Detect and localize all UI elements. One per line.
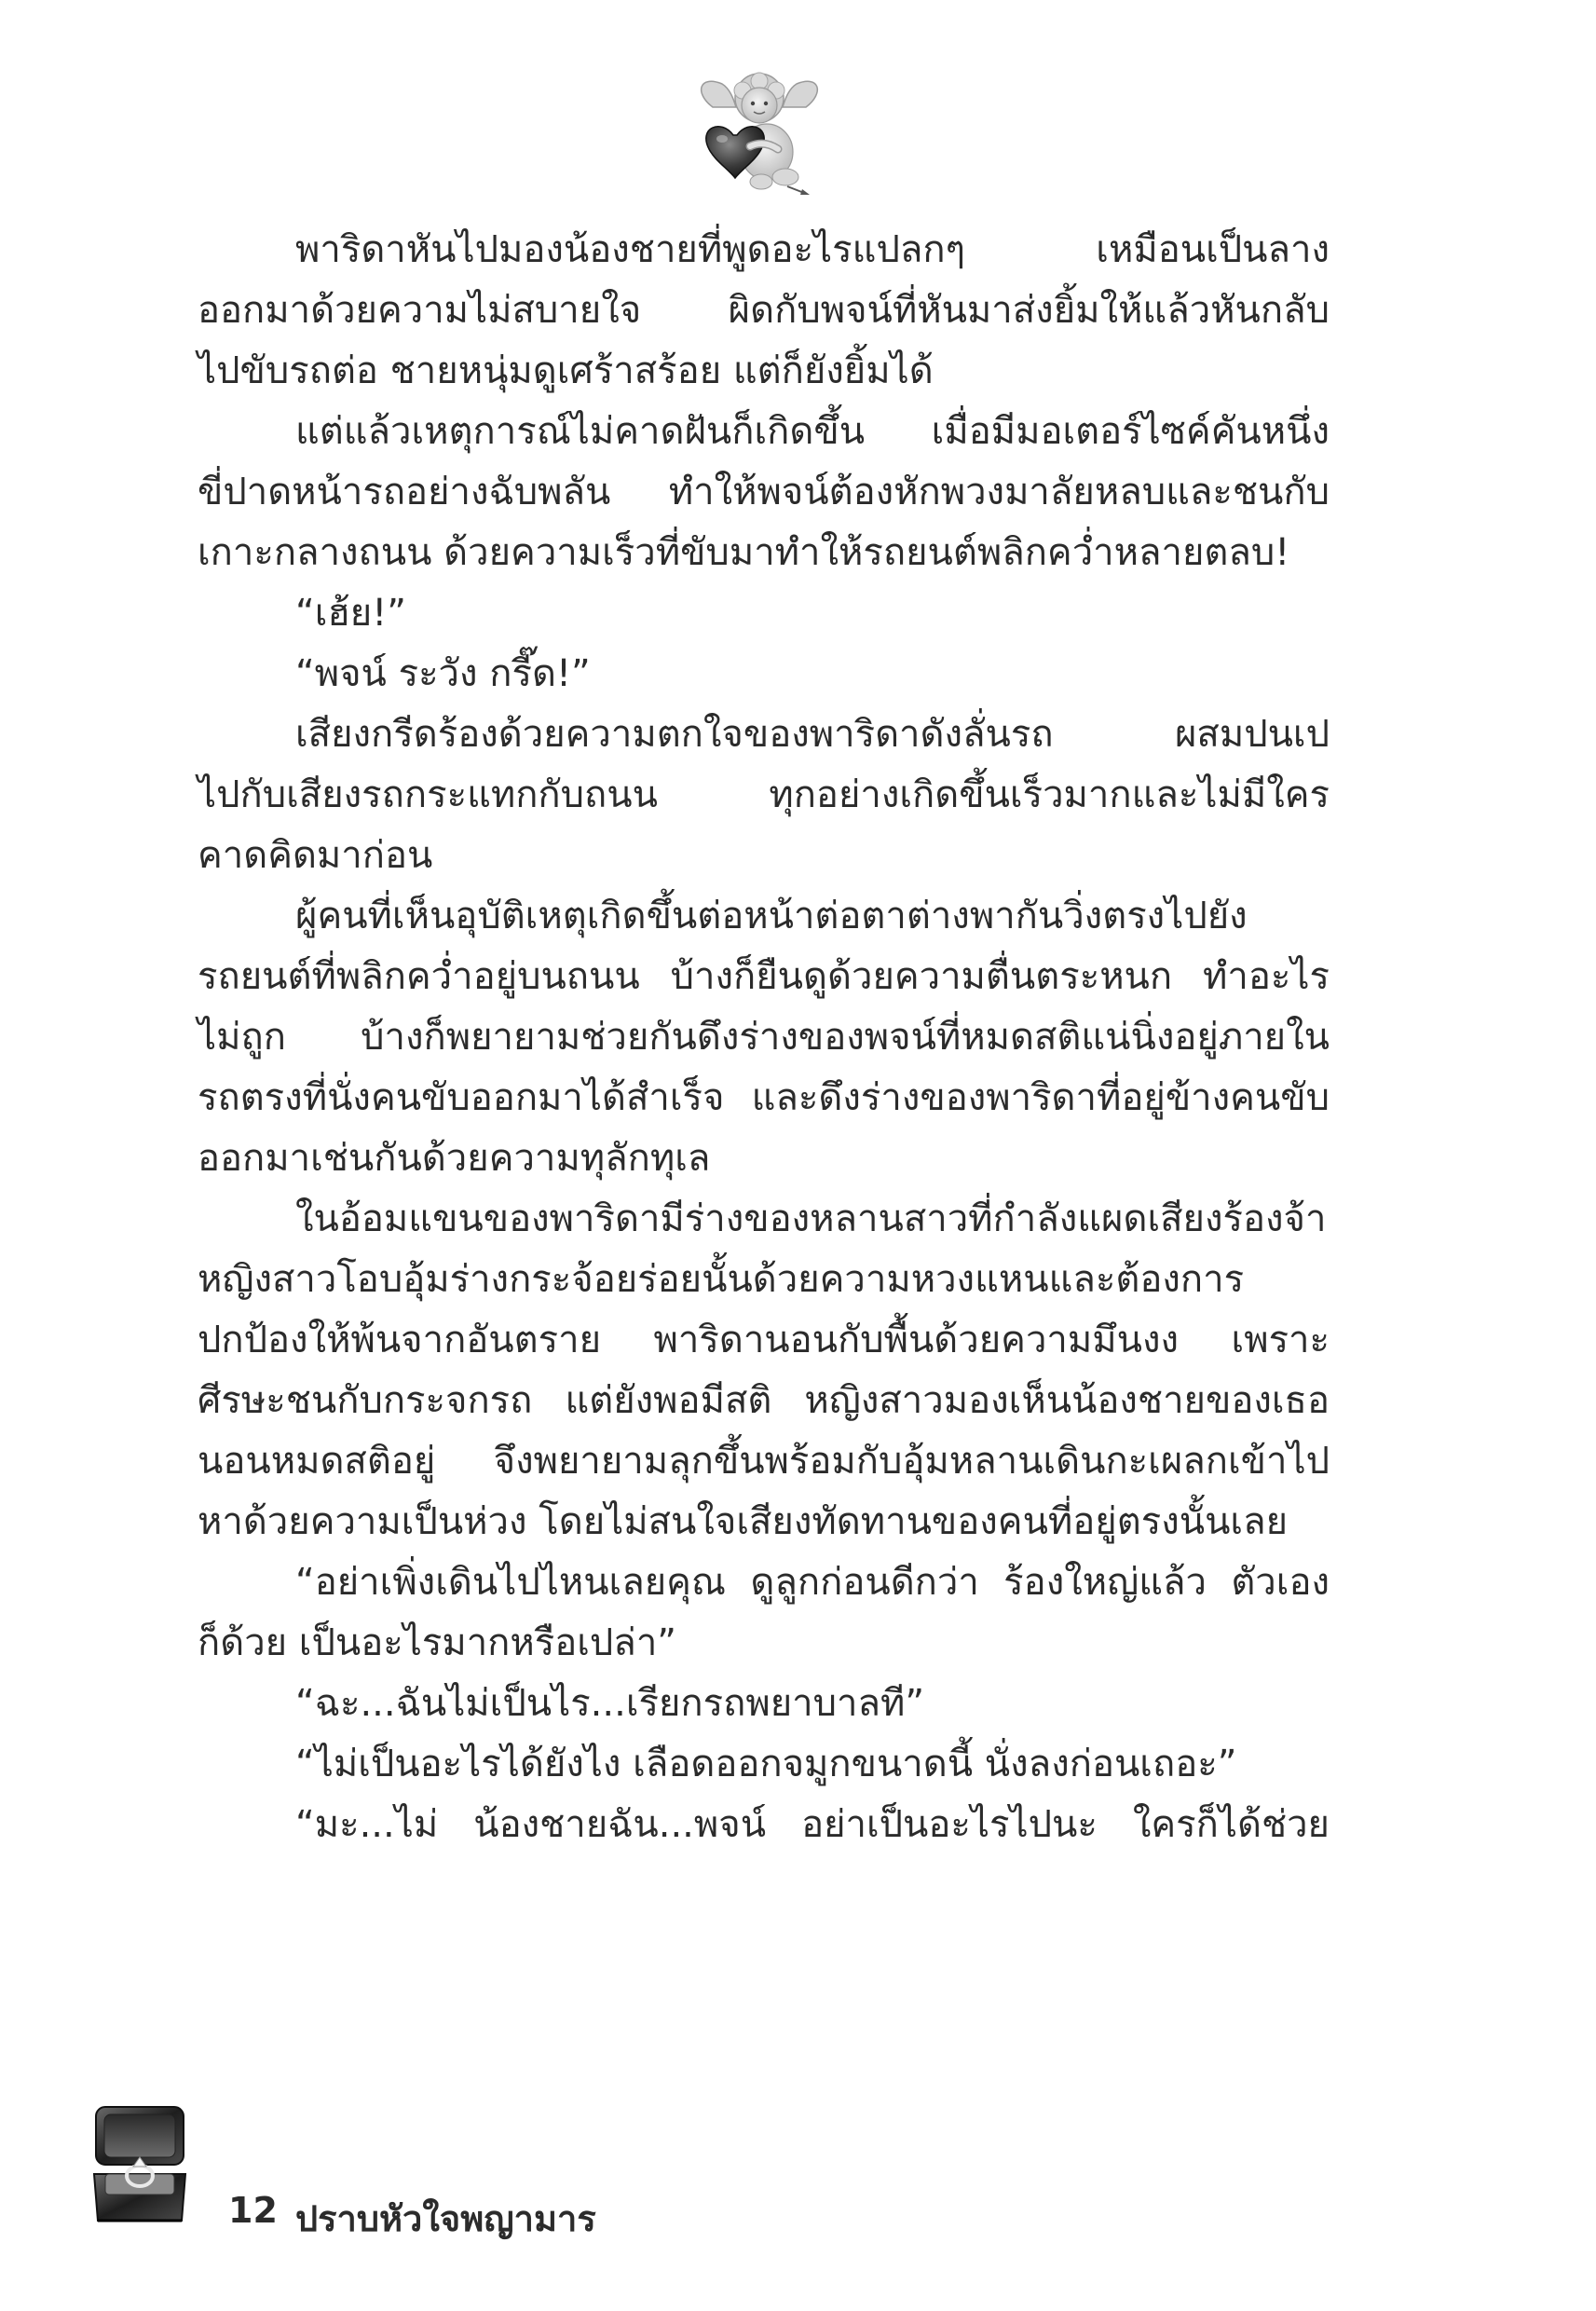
text-line: รถยนต์ที่พลิกคว่ำอยู่บนถนน บ้างก็ยืนดูด้วยความตื่นตระหนก ทำอะไร bbox=[198, 955, 1330, 998]
text-line: ก็ด้วย เป็นอะไรมากหรือเปล่า” bbox=[198, 1621, 677, 1664]
cupid-with-heart-icon bbox=[694, 70, 825, 196]
body-text bbox=[198, 220, 1330, 1855]
text-line: ออกมาเช่นกันด้วยความทุลักทุเล bbox=[198, 1137, 711, 1180]
text-line: คาดคิดมาก่อน bbox=[198, 834, 433, 877]
text-line: นอนหมดสติอยู่ จึงพยายามลุกขึ้นพร้อมกับอุ้มหลานเดินกะเผลกเข้าไป bbox=[198, 1440, 1330, 1483]
text-line: ไปกับเสียงรถกระแทกกับถนน ทุกอย่างเกิดขึ้นเร็วมากและไม่มีใคร bbox=[198, 773, 1330, 816]
ring-box-icon bbox=[89, 2101, 191, 2227]
text-line: หาด้วยความเป็นห่วง โดยไม่สนใจเสียงทัดทานของคนที่อยู่ตรงนั้นเลย bbox=[198, 1500, 1289, 1543]
text-line: ไม่ถูก บ้างก็พยายามช่วยกันดึงร่างของพจน์ที่หมดสติแน่นิ่งอยู่ภายใน bbox=[198, 1016, 1330, 1059]
text-line: “ไม่เป็นอะไรได้ยังไง เลือดออกจมูกขนาดนี้ นั่งลงก่อนเถอะ” bbox=[295, 1743, 1237, 1785]
text-line: เสียงกรีดร้องด้วยความตกใจของพาริดาดังลั่นรถ ผสมปนเป bbox=[295, 713, 1330, 756]
text-line: “มะ...ไม่ น้องชายฉัน...พจน์ อย่าเป็นอะไรไปนะ ใครก็ได้ช่วย bbox=[295, 1803, 1330, 1846]
text-line: “ฉะ...ฉันไม่เป็นไร...เรียกรถพยาบาลที” bbox=[295, 1682, 925, 1725]
text-line: “อย่าเพิ่งเดินไปไหนเลยคุณ ดูลูกก่อนดีกว่า ร้องใหญ่แล้ว ตัวเอง bbox=[295, 1561, 1330, 1604]
text-line: รถตรงที่นั่งคนขับออกมาได้สำเร็จ และดึงร่างของพาริดาที่อยู่ข้างคนขับ bbox=[198, 1076, 1330, 1119]
text-line: ผู้คนที่เห็นอุบัติเหตุเกิดขึ้นต่อหน้าต่อตาต่างพากันวิ่งตรงไปยัง bbox=[295, 895, 1248, 937]
text-line: “เฮ้ย!” bbox=[295, 592, 407, 635]
text-line: ในอ้อมแขนของพาริดามีร่างของหลานสาวที่กำลังแผดเสียงร้องจ้า bbox=[295, 1197, 1327, 1240]
text-line: หญิงสาวโอบอุ้มร่างกระจ้อยร่อยนั้นด้วยความหวงแหนและต้องการ bbox=[198, 1258, 1245, 1301]
text-line: “พจน์ ระวัง กรี๊ด!” bbox=[295, 652, 591, 695]
text-line: ปกป้องให้พ้นจากอันตราย พาริดานอนกับพื้นด้วยความมึนงง เพราะ bbox=[198, 1319, 1330, 1361]
text-line: พาริดาหันไปมองน้องชายที่พูดอะไรแปลกๆ เหมือนเป็นลาง bbox=[295, 228, 1330, 271]
text-line: ไปขับรถต่อ ชายหนุ่มดูเศร้าสร้อย แต่ก็ยังยิ้มได้ bbox=[198, 349, 934, 392]
text-line: แต่แล้วเหตุการณ์ไม่คาดฝันก็เกิดขึ้น เมื่อมีมอเตอร์ไซค์คันหนึ่ง bbox=[295, 410, 1330, 453]
text-line: ขี่ปาดหน้ารถอย่างฉับพลัน ทำให้พจน์ต้องหักพวงมาลัยหลบและชนกับ bbox=[198, 471, 1330, 513]
page-footer bbox=[89, 2101, 741, 2239]
text-line: เกาะกลางถนน ด้วยความเร็วที่ขับมาทำให้รถยนต์พลิกคว่ำหลายตลบ! bbox=[198, 531, 1290, 574]
page-number: 12 bbox=[228, 2190, 278, 2231]
text-line: ศีรษะชนกับกระจกรถ แต่ยังพอมีสติ หญิงสาวมองเห็นน้องชายของเธอ bbox=[198, 1379, 1330, 1422]
text-line: ออกมาด้วยความไม่สบายใจ ผิดกับพจน์ที่หันมาส่งยิ้มให้แล้วหันกลับ bbox=[198, 289, 1330, 332]
book-title: ปราบหัวใจพญามาร bbox=[295, 2198, 596, 2239]
